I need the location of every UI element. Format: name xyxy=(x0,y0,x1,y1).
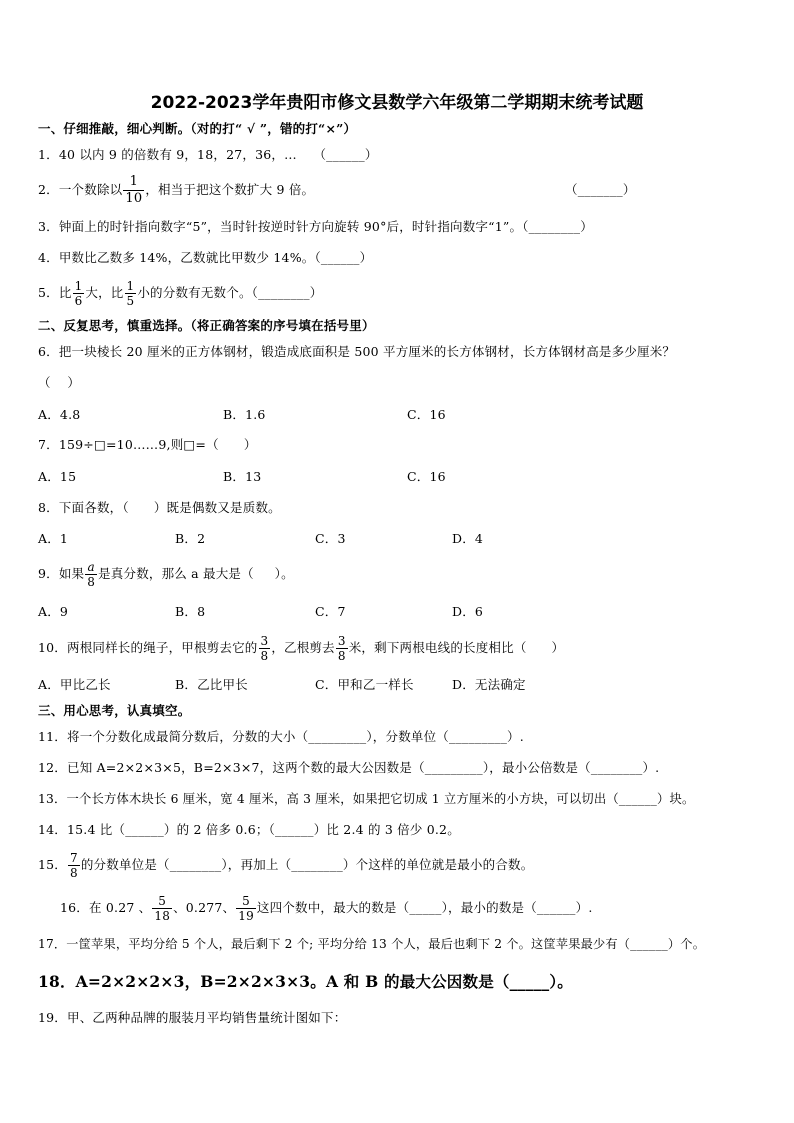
question-5-text-b: 大，比 xyxy=(85,285,124,300)
fraction-numerator: 1 xyxy=(74,279,83,293)
question-3: 3．钟面上的时针指向数字“5”，当时针按逆时针方向旋转 90°后，时针指向数字“1”。（________） xyxy=(38,219,593,234)
question-11: 11．将一个分数化成最简分数后，分数的大小（_________），分数单位（_________）. xyxy=(38,729,524,744)
question-16-fraction-2 xyxy=(236,894,256,923)
fraction-numerator: 3 xyxy=(337,634,346,648)
section-2-heading: 二、反复思考，慎重选择。（将正确答案的序号填在括号里） xyxy=(38,318,375,333)
question-2 xyxy=(38,174,314,207)
question-16-fraction-1 xyxy=(152,894,172,923)
fraction-denominator: 8 xyxy=(337,649,346,663)
question-10-option-d[interactable]: D．无法确定 xyxy=(452,677,526,692)
fraction-numerator: 5 xyxy=(152,894,172,909)
question-6-option-c[interactable]: C．16 xyxy=(407,407,446,422)
question-15-text-b: 的分数单位是（________），再加上（________）个这样的单位就是最小的合数。 xyxy=(80,857,534,872)
question-10-text-a: 10．两根同样长的绳子，甲根剪去它的 xyxy=(38,640,258,655)
question-16-text-c: 这四个数中，最大的数是（_____），最小的数是（______）. xyxy=(256,900,593,915)
question-16-text-b: 、0.277、 xyxy=(173,900,236,915)
section-1-heading: 一、仔细推敲，细心判断。（对的打“ √ ”，错的打“×”） xyxy=(38,121,357,136)
question-10-option-c[interactable]: C．甲和乙一样长 xyxy=(315,677,414,692)
question-6-option-b[interactable]: B．1.6 xyxy=(223,407,266,422)
fraction-numerator: 5 xyxy=(236,894,256,909)
fraction-denominator: 8 xyxy=(260,649,269,663)
question-16 xyxy=(60,891,593,925)
question-16-text-a: 16．在 0.27 、 xyxy=(60,900,152,915)
question-5-text-a: 5．比 xyxy=(38,285,72,300)
page-title: 2022-2023学年贵阳市修文县数学六年级第二学期期末统考试题 xyxy=(150,93,644,113)
fraction-numerator: 7 xyxy=(70,851,78,865)
fraction-denominator: 10 xyxy=(125,191,143,206)
question-5-text-c: 小的分数有无数个。（________） xyxy=(137,285,323,300)
question-7-option-a[interactable]: A．15 xyxy=(38,469,77,484)
fraction-denominator: 8 xyxy=(70,866,78,880)
question-10-fraction-2 xyxy=(336,634,348,663)
fraction-denominator: 18 xyxy=(154,909,171,923)
fraction-denominator: 6 xyxy=(74,294,83,308)
question-9-option-a[interactable]: A．9 xyxy=(38,604,69,619)
question-1: 1．40 以内 9 的倍数有 9，18，27，36，… （______） xyxy=(38,147,378,162)
fraction-numerator: 1 xyxy=(126,279,135,293)
question-5-fraction-1 xyxy=(73,279,85,308)
question-10-text-c: 米，剩下两根电线的长度相比（ ） xyxy=(348,640,565,655)
question-8-option-b[interactable]: B．2 xyxy=(175,531,206,546)
fraction-numerator: a xyxy=(85,560,97,575)
fraction-numerator: 3 xyxy=(260,634,269,648)
question-6-paren: （ ） xyxy=(38,375,81,390)
question-9-option-b[interactable]: B．8 xyxy=(175,604,206,619)
question-17: 17．一筐苹果，平均分给 5 个人，最后剩下 2 个; 平均分给 13 个人，最后也剩下 2 个。这筐苹果最少有（______）个。 xyxy=(38,937,706,951)
question-2-fraction xyxy=(123,174,144,207)
question-2-text-a: 2．一个数除以 xyxy=(38,182,123,197)
question-9-text-b: 是真分数，那么 a 最大是（ ）。 xyxy=(98,566,294,581)
question-6-option-a[interactable]: A．4.8 xyxy=(38,407,81,422)
fraction-denominator: 5 xyxy=(126,294,135,308)
question-12: 12．已知 A=2×2×3×5，B=2×3×7，这两个数的最大公因数是（_________），最小公倍数是（________）. xyxy=(38,760,660,775)
question-2-answer-blank[interactable]: （_______） xyxy=(565,182,636,197)
question-7-option-b[interactable]: B．13 xyxy=(223,469,262,484)
question-10-option-a[interactable]: A．甲比乙长 xyxy=(38,677,111,692)
question-6-stem: 6．把一块棱长 20 厘米的正方体钢材，锻造成底面积是 500 平方厘米的长方体钢材，长方体钢材高是多少厘米？ xyxy=(38,344,676,359)
question-9-text-a: 9．如果 xyxy=(38,566,85,581)
question-10-text-b: ，乙根剪去 xyxy=(271,640,335,655)
question-7-option-c[interactable]: C．16 xyxy=(407,469,446,484)
question-10-fraction-1 xyxy=(259,634,271,663)
question-8-option-c[interactable]: C．3 xyxy=(315,531,346,546)
fraction-denominator: 8 xyxy=(87,575,96,589)
question-5 xyxy=(38,278,322,308)
section-3-heading: 三、用心思考，认真填空。 xyxy=(38,703,191,718)
question-2-text-b: ，相当于把这个数扩大 9 倍。 xyxy=(145,182,315,197)
question-15-text-a: 15． xyxy=(38,857,68,872)
question-13: 13．一个长方体木块长 6 厘米，宽 4 厘米，高 3 厘米，如果把它切成 1 立方厘米的小方块，可以切出（______）块。 xyxy=(38,792,695,806)
question-8-option-a[interactable]: A．1 xyxy=(38,531,69,546)
question-8-stem: 8．下面各数，（ ）既是偶数又是质数。 xyxy=(38,500,281,515)
question-5-fraction-2 xyxy=(125,279,137,308)
question-9-option-d[interactable]: D．6 xyxy=(452,604,484,619)
question-9-option-c[interactable]: C．7 xyxy=(315,604,346,619)
fraction-numerator: 1 xyxy=(123,174,144,191)
question-15-fraction xyxy=(68,851,80,880)
fraction-denominator: 19 xyxy=(238,909,254,923)
question-18: 18．A=2×2×2×3，B=2×2×3×3。A 和 B 的最大公因数是（_____）。 xyxy=(38,972,573,991)
question-14: 14．15.4 比（______）的 2 倍多 0.6；（______）比 2.4 的 3 倍少 0.2。 xyxy=(38,822,460,837)
question-7-stem: 7．159÷□=10……9,则□=（ ） xyxy=(38,437,257,452)
question-4: 4．甲数比乙数多 14%，乙数就比甲数少 14%。（______） xyxy=(38,250,373,265)
question-10-stem xyxy=(38,632,564,664)
question-9-fraction xyxy=(85,560,97,589)
question-10-option-b[interactable]: B．乙比甲长 xyxy=(175,677,248,692)
question-8-option-d[interactable]: D．4 xyxy=(452,531,484,546)
question-15 xyxy=(38,848,533,882)
question-19: 19．甲、乙两种品牌的服装月平均销售量统计图如下： xyxy=(38,1010,347,1025)
question-9-stem xyxy=(38,558,294,590)
